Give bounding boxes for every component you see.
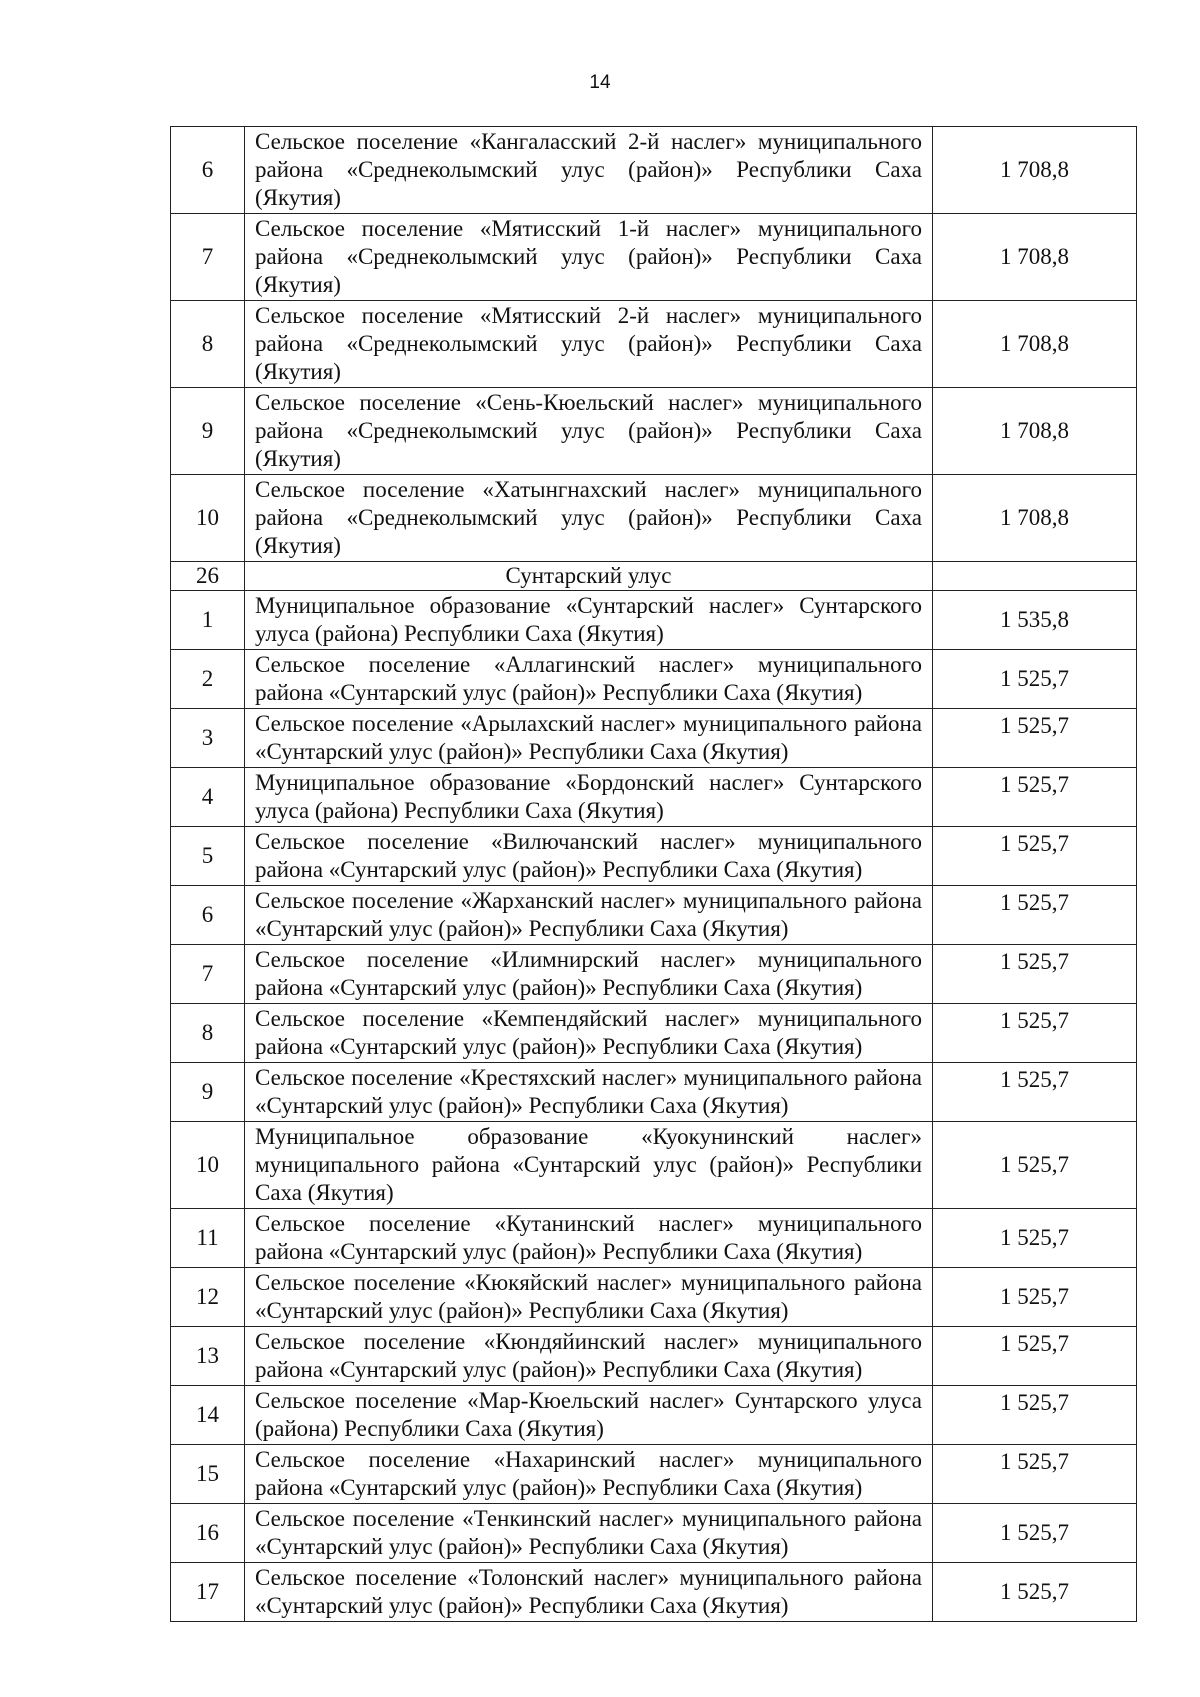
- table-row: [171, 475, 1137, 562]
- row-number: 2: [171, 650, 245, 709]
- row-number: 14: [171, 1386, 245, 1445]
- municipality-name: Сельское поселение «Жарханский наслег» муниципального района «Сунтарский улус (район)» Республики Саха (Якутия): [245, 886, 933, 945]
- allocation-table: [170, 126, 1137, 1622]
- allocation-amount: 1 525,7: [933, 1122, 1137, 1209]
- row-number: 12: [171, 1268, 245, 1327]
- allocation-amount: 1 708,8: [933, 127, 1137, 214]
- table-row: [171, 1209, 1137, 1268]
- table-row: [171, 591, 1137, 650]
- table-row: [171, 1563, 1137, 1622]
- allocation-amount: 1 525,7: [933, 1063, 1137, 1122]
- municipality-name: Муниципальное образование «Бордонский наслег» Сунтарского улуса (района) Республики Саха (Якутия): [245, 768, 933, 827]
- table-row: [171, 1063, 1137, 1122]
- table-row: [171, 827, 1137, 886]
- allocation-amount: 1 525,7: [933, 1268, 1137, 1327]
- municipality-name: Муниципальное образование «Сунтарский наслег» Сунтарского улуса (района) Республики Саха (Якутия): [245, 591, 933, 650]
- table-row: [171, 768, 1137, 827]
- allocation-amount: 1 708,8: [933, 301, 1137, 388]
- page-number: 14: [589, 72, 611, 93]
- table-row: [171, 388, 1137, 475]
- table-row: [171, 1327, 1137, 1386]
- municipality-name: Сельское поселение «Толонский наслег» муниципального района «Сунтарский улус (район)» Республики Саха (Якутия): [245, 1563, 933, 1622]
- allocation-amount: 1 525,7: [933, 1386, 1137, 1445]
- table-row: [171, 301, 1137, 388]
- municipality-name: Сельское поселение «Крестяхский наслег» муниципального района «Сунтарский улус (район)» Республики Саха (Якутия): [245, 1063, 933, 1122]
- municipality-name: Сельское поселение «Кюкяйский наслег» муниципального района «Сунтарский улус (район)» Республики Саха (Якутия): [245, 1268, 933, 1327]
- allocation-amount: 1 525,7: [933, 1563, 1137, 1622]
- allocation-amount: 1 708,8: [933, 388, 1137, 475]
- section-row: [171, 562, 1137, 591]
- municipality-name: Сельское поселение «Тенкинский наслег» муниципального района «Сунтарский улус (район)» Республики Саха (Якутия): [245, 1504, 933, 1563]
- municipality-name: Сельское поселение «Мятисский 1-й наслег» муниципального района «Среднеколымский улус (район)» Республики Саха (Якутия): [245, 214, 933, 301]
- table-row: [171, 1268, 1137, 1327]
- municipality-name: Сельское поселение «Кангаласский 2-й наслег» муниципального района «Среднеколымский улус (район)» Республики Саха (Якутия): [245, 127, 933, 214]
- row-number: 15: [171, 1445, 245, 1504]
- allocation-table-body: [171, 127, 1137, 1622]
- table-row: [171, 1386, 1137, 1445]
- row-number: 7: [171, 214, 245, 301]
- allocation-amount: 1 708,8: [933, 475, 1137, 562]
- table-row: [171, 886, 1137, 945]
- allocation-amount: 1 525,7: [933, 650, 1137, 709]
- row-number: 10: [171, 475, 245, 562]
- table-row: [171, 214, 1137, 301]
- municipality-name: Сельское поселение «Кутанинский наслег» муниципального района «Сунтарский улус (район)» Республики Саха (Якутия): [245, 1209, 933, 1268]
- municipality-name: Сельское поселение «Хатынгнахский наслег» муниципального района «Среднеколымский улус (район)» Республики Саха (Якутия): [245, 475, 933, 562]
- row-number: 9: [171, 388, 245, 475]
- row-number: 7: [171, 945, 245, 1004]
- municipality-name: Сельское поселение «Кюндяйинский наслег» муниципального района «Сунтарский улус (район)» Республики Саха (Якутия): [245, 1327, 933, 1386]
- municipality-name: Сельское поселение «Нахаринский наслег» муниципального района «Сунтарский улус (район)» Республики Саха (Якутия): [245, 1445, 933, 1504]
- allocation-amount: 1 525,7: [933, 945, 1137, 1004]
- row-number: 3: [171, 709, 245, 768]
- allocation-amount: 1 525,7: [933, 827, 1137, 886]
- row-number: 16: [171, 1504, 245, 1563]
- row-number: 9: [171, 1063, 245, 1122]
- municipality-name: Сельское поселение «Вилючанский наслег» муниципального района «Сунтарский улус (район)» Республики Саха (Якутия): [245, 827, 933, 886]
- row-number: 5: [171, 827, 245, 886]
- table-row: [171, 1445, 1137, 1504]
- table-row: [171, 1504, 1137, 1563]
- municipality-name: Сельское поселение «Кемпендяйский наслег» муниципального района «Сунтарский улус (район)» Республики Саха (Якутия): [245, 1004, 933, 1063]
- row-number: 4: [171, 768, 245, 827]
- allocation-amount: 1 525,7: [933, 1209, 1137, 1268]
- table-row: [171, 945, 1137, 1004]
- allocation-amount: 1 525,7: [933, 886, 1137, 945]
- row-number: 6: [171, 127, 245, 214]
- allocation-amount: 1 708,8: [933, 214, 1137, 301]
- allocation-amount: 1 535,8: [933, 591, 1137, 650]
- table-row: [171, 127, 1137, 214]
- row-number: 6: [171, 886, 245, 945]
- row-number: 8: [171, 301, 245, 388]
- section-amount: [933, 562, 1137, 591]
- municipality-name: Сельское поселение «Мар-Кюельский наслег» Сунтарского улуса (района) Республики Саха (Якутия): [245, 1386, 933, 1445]
- table-row: [171, 1004, 1137, 1063]
- allocation-amount: 1 525,7: [933, 709, 1137, 768]
- municipality-name: Сельское поселение «Аллагинский наслег» муниципального района «Сунтарский улус (район)» Республики Саха (Якутия): [245, 650, 933, 709]
- table-row: [171, 650, 1137, 709]
- allocation-amount: 1 525,7: [933, 1504, 1137, 1563]
- municipality-name: Сельское поселение «Сень-Кюельский наслег» муниципального района «Среднеколымский улус (район)» Республики Саха (Якутия): [245, 388, 933, 475]
- table-row: [171, 1122, 1137, 1209]
- row-number: 17: [171, 1563, 245, 1622]
- municipality-name: Сельское поселение «Арылахский наслег» муниципального района «Сунтарский улус (район)» Республики Саха (Якутия): [245, 709, 933, 768]
- allocation-amount: 1 525,7: [933, 1004, 1137, 1063]
- allocation-amount: 1 525,7: [933, 768, 1137, 827]
- row-number: 8: [171, 1004, 245, 1063]
- section-title: Сунтарский улус: [245, 562, 933, 591]
- table-row: [171, 709, 1137, 768]
- section-number: 26: [171, 562, 245, 591]
- allocation-amount: 1 525,7: [933, 1327, 1137, 1386]
- municipality-name: Сельское поселение «Мятисский 2-й наслег» муниципального района «Среднеколымский улус (район)» Республики Саха (Якутия): [245, 301, 933, 388]
- row-number: 13: [171, 1327, 245, 1386]
- row-number: 1: [171, 591, 245, 650]
- row-number: 11: [171, 1209, 245, 1268]
- row-number: 10: [171, 1122, 245, 1209]
- allocation-amount: 1 525,7: [933, 1445, 1137, 1504]
- municipality-name: Сельское поселение «Илимнирский наслег» муниципального района «Сунтарский улус (район)» Республики Саха (Якутия): [245, 945, 933, 1004]
- municipality-name: Муниципальное образование «Куокунинский наслег» муниципального района «Сунтарский улус (район)» Республики Саха (Якутия): [245, 1122, 933, 1209]
